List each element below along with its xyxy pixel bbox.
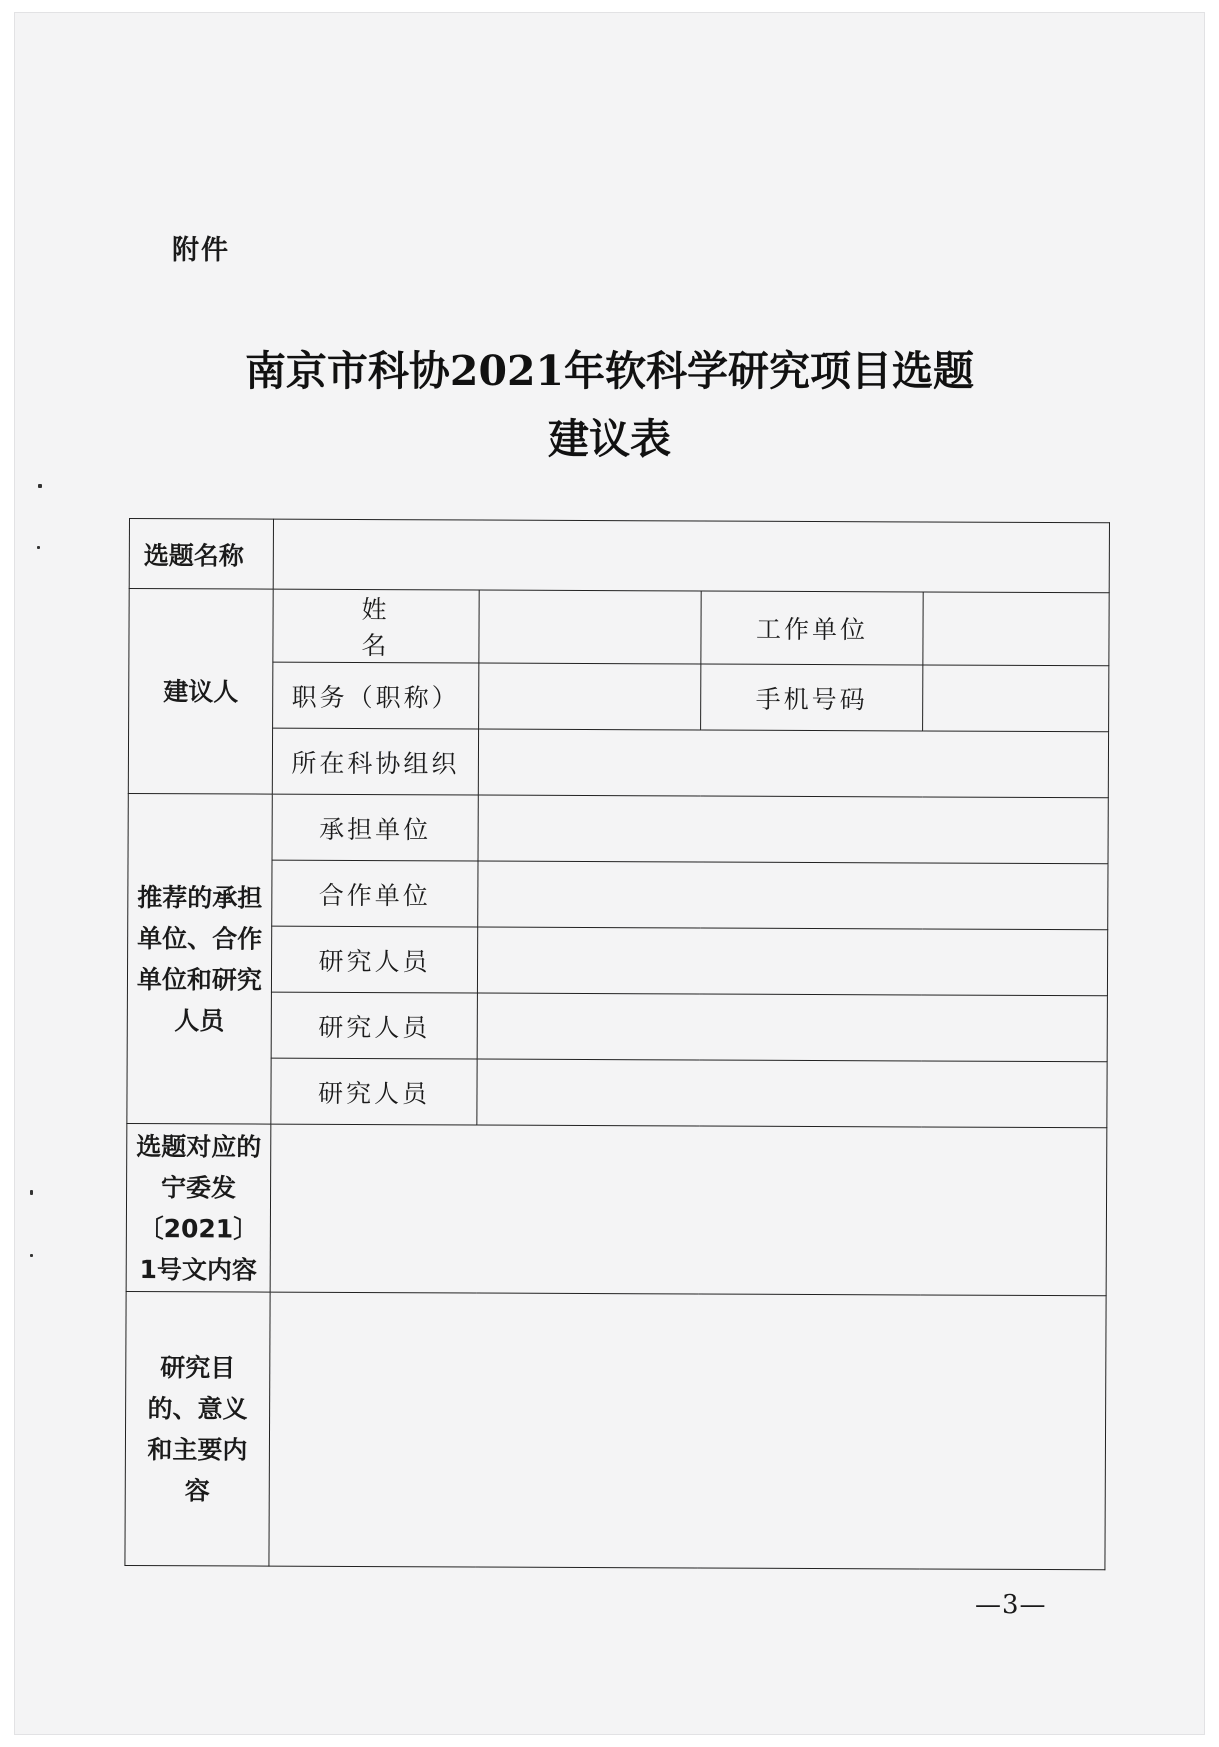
page-number: —3— bbox=[975, 1590, 1047, 1620]
proposer-section-label: 建议人 bbox=[128, 589, 273, 795]
scan-speck bbox=[30, 1190, 33, 1195]
attachment-label: 附件 bbox=[172, 235, 230, 266]
name-field[interactable] bbox=[479, 590, 701, 664]
phone-label: 手机号码 bbox=[701, 664, 923, 731]
position-label: 职务（职称） bbox=[273, 662, 479, 729]
form-title: 南京市科协2021年软科学研究项目选题 bbox=[244, 347, 975, 395]
recommended-row-label: 研究人员 bbox=[271, 992, 477, 1059]
association-label: 所在科协组织 bbox=[272, 728, 478, 795]
topic-name-field[interactable] bbox=[273, 519, 1109, 593]
work-unit-label: 工作单位 bbox=[701, 591, 923, 665]
scan-speck bbox=[30, 1254, 33, 1257]
researcher-field[interactable] bbox=[477, 927, 1107, 996]
association-field[interactable] bbox=[478, 729, 1108, 798]
recommended-row-label: 研究人员 bbox=[271, 1058, 477, 1125]
topic-proposal-form bbox=[124, 518, 1110, 1570]
recommended-row-label: 合作单位 bbox=[272, 860, 478, 927]
purpose-field[interactable] bbox=[269, 1292, 1106, 1570]
document-content-field[interactable] bbox=[270, 1124, 1107, 1296]
position-field[interactable] bbox=[479, 663, 701, 730]
topic-name-label: 选题名称 bbox=[129, 519, 273, 590]
scan-speck bbox=[38, 484, 42, 488]
form-title-line2: 建议表 bbox=[548, 415, 671, 463]
phone-field[interactable] bbox=[923, 665, 1109, 732]
recommended-row-label: 研究人员 bbox=[271, 926, 477, 993]
recommended-section-label: 推荐的承担单位、合作单位和研究人员 bbox=[127, 793, 272, 1124]
undertaking-unit-field[interactable] bbox=[478, 795, 1108, 864]
name-label: 姓 名 bbox=[273, 589, 479, 663]
researcher-field[interactable] bbox=[477, 1059, 1107, 1128]
researcher-field[interactable] bbox=[477, 993, 1107, 1062]
scan-speck bbox=[37, 546, 40, 549]
work-unit-field[interactable] bbox=[923, 592, 1109, 666]
recommended-row-label: 承担单位 bbox=[272, 794, 478, 861]
document-content-label: 选题对应的宁委发〔2021〕1号文内容 bbox=[126, 1123, 271, 1292]
purpose-label: 研究目的、意义和主要内容 bbox=[125, 1291, 270, 1566]
cooperating-unit-field[interactable] bbox=[478, 861, 1108, 930]
